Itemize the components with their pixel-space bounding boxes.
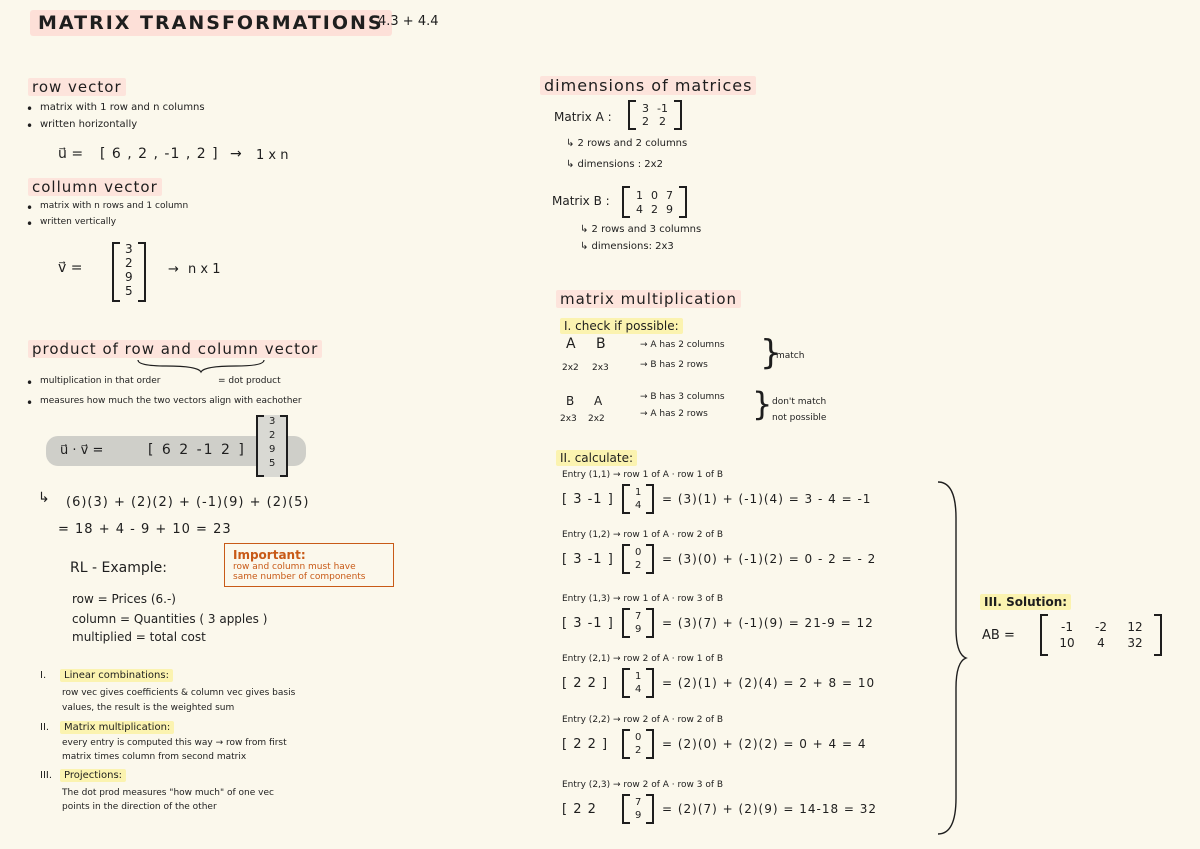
use-number: III. [40,770,53,781]
row-vector-bullet-2: • written horizontally [40,119,137,130]
use-title: Linear combinations: [60,669,173,682]
matrix-a-cell: -1 [657,101,668,115]
solution-cell: 32 [1127,635,1143,650]
row-vector-lhs: u⃗ = [58,146,84,162]
dot-product-lhs: u⃗ · v⃗ = [60,443,104,458]
case-2-line-2: → A has 2 rows [640,409,708,419]
underbrace-icon [136,358,266,374]
matrix-b-cell: 9 [666,202,673,216]
use-line: row vec gives coefficients & column vec gives basis [62,688,296,698]
use-line: points in the direction of the other [62,802,217,812]
return-arrow-icon: ↳ [38,490,50,506]
entry-row-vector: [ 3 -1 ] [562,492,614,507]
solution-cell: 10 [1059,635,1075,650]
entry-calculation: = (3)(7) + (-1)(9) = 21-9 = 12 [662,616,874,630]
entry-column-cell: 9 [635,810,642,821]
column-vector-heading: collumn vector [28,178,162,196]
entry-row-vector: [ 3 -1 ] [562,552,614,567]
row-vector-bullet-1: • matrix with 1 row and n columns [40,102,205,113]
solution-cell: -1 [1061,619,1073,634]
entry-row-vector: [ 2 2 ] [562,737,609,752]
step-2-title: II. calculate: [556,450,637,466]
case-1-line-2: → B has 2 rows [640,360,708,370]
rl-example-line-1: row = Prices (6.-) [72,592,176,606]
matrix-a [628,100,682,130]
multiplication-heading: matrix multiplication [556,290,741,308]
important-note [224,543,394,587]
dot-product-column-entry: 3 [269,416,276,427]
case-1-dim-first: 2x2 [562,363,579,373]
entry-column-cell: 2 [635,745,642,756]
column-vector-lhs: v⃗ = [58,260,83,276]
section-reference: 4.3 + 4.4 [378,14,439,29]
dot-product-column [256,415,288,477]
entry-calculation: = (3)(1) + (-1)(4) = 3 - 4 = -1 [662,492,872,506]
case-2-verdict-1: don't match [772,397,827,407]
rl-example-line-3: multiplied = total cost [72,630,206,644]
case-2-line-1: → B has 3 columns [640,392,725,402]
dot-product-column-entry: 2 [269,430,276,441]
column-vector-dimension: n x 1 [188,262,221,277]
use-number: II. [40,722,50,733]
matrix-a-cell: 3 [642,101,649,115]
matrix-a-label: Matrix A : [554,110,612,124]
use-line: matrix times column from second matrix [62,752,247,762]
matrix-b-label: Matrix B : [552,194,610,208]
entry-column-vector [622,668,654,698]
entry-column-cell: 9 [635,624,642,635]
solution-label: AB = [982,628,1015,643]
entry-column-cell: 0 [635,547,642,558]
entry-column-cell: 7 [635,797,642,808]
step-1-title: I. check if possible: [560,318,683,334]
dot-product-row: [ 6 2 -1 2 ] [148,442,246,458]
dot-product-note: = dot product [218,376,281,386]
entry-column-vector [622,544,654,574]
row-vector-dimension: 1 x n [256,148,289,163]
entry-column-vector [622,484,654,514]
entry-label: Entry (2,3) → row 2 of A · row 3 of B [562,780,724,790]
matrix-a-cell: 2 [658,114,666,128]
use-title: Matrix multiplication: [60,721,174,734]
row-vector-entries: [ 6 , 2 , -1 , 2 ] [100,146,219,162]
matrix-a-cell: 2 [642,114,649,128]
use-line: The dot prod measures "how much" of one vec [62,788,274,798]
arrow-icon: → [168,262,179,277]
entry-label: Entry (1,1) → row 1 of A · row 1 of B [562,470,724,480]
case-1-verdict: match [776,351,805,361]
row-vector-heading: row vector [28,78,126,96]
entry-label: Entry (1,3) → row 1 of A · row 3 of B [562,594,724,604]
case-1-second: B [596,336,606,352]
entry-calculation: = (2)(0) + (2)(2) = 0 + 4 = 4 [662,737,867,751]
case-2-second: A [594,394,603,408]
dot-product-expansion: (6)(3) + (2)(2) + (-1)(9) + (2)(5) [66,495,310,510]
matrix-b-cell: 1 [636,188,643,202]
case-2-first: B [566,394,575,408]
rl-example-line-2: column = Quantities ( 3 apples ) [72,612,268,626]
product-heading: product of row and column vector [28,340,322,358]
matrix-b [622,186,687,218]
entry-column-cell: 1 [635,487,642,498]
entry-label: Entry (1,2) → row 1 of A · row 2 of B [562,530,724,540]
entry-column-cell: 4 [635,684,642,695]
matrix-a-note-1: ↳ 2 rows and 2 columns [566,138,688,149]
solution-matrix [1040,614,1162,656]
entry-label: Entry (2,1) → row 2 of A · row 1 of B [562,654,724,664]
entry-row-vector: [ 2 2 ] [562,676,609,691]
dot-product-column-entry: 5 [269,458,276,469]
entry-column-cell: 2 [635,560,642,571]
matrix-b-cell: 2 [651,202,658,216]
entry-column-cell: 1 [635,671,642,682]
column-vector-bullet-1: • matrix with n rows and 1 column [40,201,188,211]
use-number: I. [40,670,47,681]
column-vector-entry: 3 [125,242,133,256]
entry-column-vector [622,794,654,824]
product-bullet-2: • measures how much the two vectors align with eachother [40,396,302,406]
matrix-b-cell: 0 [651,188,658,202]
solution-cell: 12 [1127,619,1143,634]
case-2-dim-first: 2x3 [560,414,577,424]
case-1-dim-second: 2x3 [592,363,609,373]
entry-column-cell: 4 [635,500,642,511]
case-1-line-1: → A has 2 columns [640,340,725,350]
column-vector-entry: 2 [125,256,133,270]
entry-column-vector [622,608,654,638]
product-bullet-1: • multiplication in that order [40,376,160,386]
entry-label: Entry (2,2) → row 2 of A · row 2 of B [562,715,724,725]
right-brace-icon: } [752,385,773,423]
step-3-title: III. Solution: [980,594,1071,610]
case-2-dim-second: 2x2 [588,414,605,424]
column-vector-entry: 9 [125,270,133,284]
entry-calculation: = (3)(0) + (-1)(2) = 0 - 2 = - 2 [662,552,877,566]
right-brace-icon: } [760,333,782,373]
solution-cell: -2 [1095,619,1107,634]
important-text-1: row and column must have [233,562,356,572]
rl-example-label: RL - Example: [70,560,167,576]
matrix-a-note-2: ↳ dimensions : 2x2 [566,159,663,170]
page-title: MATRIX TRANSFORMATIONS [30,10,392,36]
entry-column-vector [622,729,654,759]
use-line: values, the result is the weighted sum [62,703,235,713]
dimensions-heading: dimensions of matrices [540,76,756,95]
use-title: Projections: [60,769,126,782]
entry-row-vector: [ 3 -1 ] [562,616,614,631]
entry-column-cell: 7 [635,611,642,622]
dot-product-column-entry: 9 [269,444,276,455]
dot-product-result: = 18 + 4 - 9 + 10 = 23 [58,522,232,537]
column-vector-bullet-2: • written vertically [40,217,116,227]
column-vector-matrix [112,242,146,302]
entry-row-vector: [ 2 2 [562,802,597,817]
right-brace-icon [930,478,970,838]
matrix-b-note-2: ↳ dimensions: 2x3 [580,241,674,252]
case-2-verdict-2: not possible [772,413,827,423]
case-1-first: A [566,336,576,352]
column-vector-entry: 5 [125,284,133,298]
entry-column-cell: 0 [635,732,642,743]
matrix-b-cell: 4 [636,202,643,216]
arrow-icon: → [230,146,242,162]
solution-cell: 4 [1097,635,1105,650]
important-title: Important: [233,548,306,562]
important-text-2: same number of components [233,572,366,582]
matrix-b-note-1: ↳ 2 rows and 3 columns [580,224,702,235]
use-line: every entry is computed this way → row from first [62,738,287,748]
entry-calculation: = (2)(7) + (2)(9) = 14-18 = 32 [662,802,878,816]
entry-calculation: = (2)(1) + (2)(4) = 2 + 8 = 10 [662,676,876,690]
matrix-b-cell: 7 [666,188,673,202]
